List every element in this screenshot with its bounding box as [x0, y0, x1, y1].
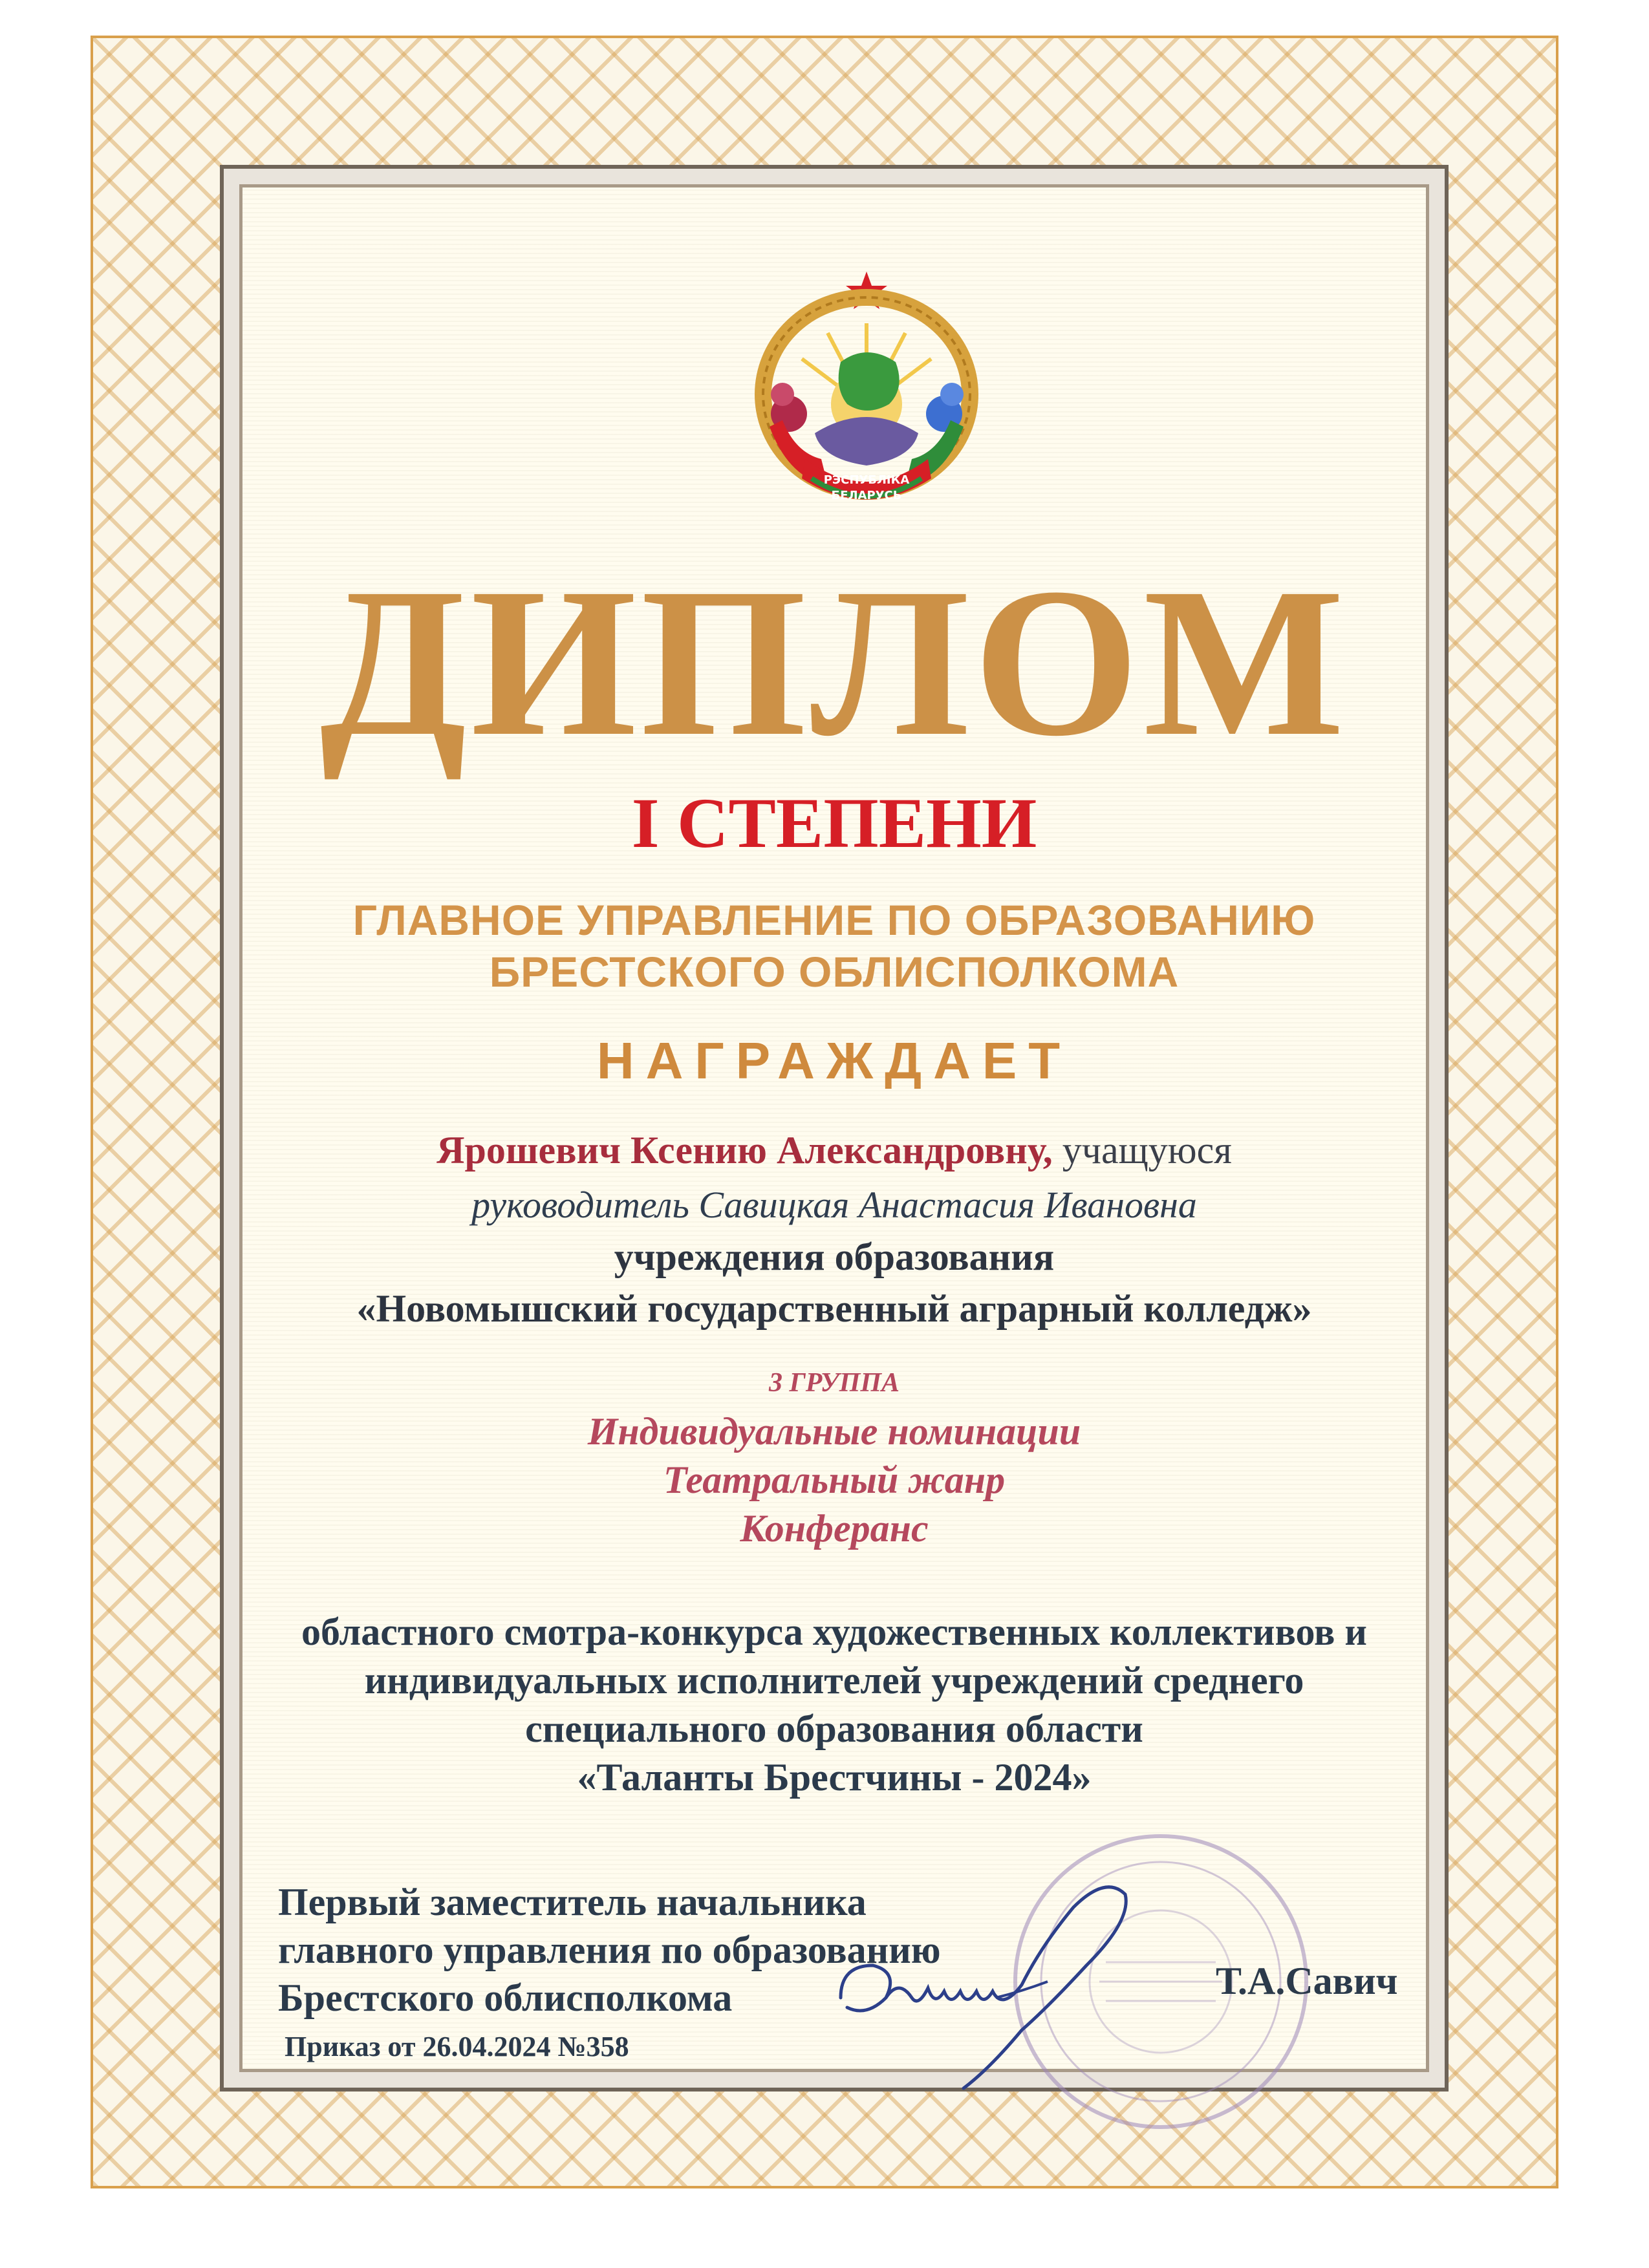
diploma-title: ДИПЛОМ: [319, 544, 1349, 780]
nomination-line-3: Конферанс: [740, 1507, 929, 1550]
position-line-1: Первый заместитель начальника: [278, 1881, 867, 1923]
supervisor-line: руководитель Савицкая Анастасия Ивановна: [471, 1184, 1197, 1226]
nomination-line-2: Театральный жанр: [663, 1459, 1006, 1501]
awards-heading: НАГРАЖДАЕТ: [596, 1032, 1072, 1089]
emblem-ribbon-text-1: РЭСПУБЛІКА: [823, 473, 910, 487]
institution-line-2: «Новомышский государственный аграрный колледж»: [356, 1287, 1312, 1330]
contest-line-2: индивидуальных исполнителей учреждений среднего: [364, 1659, 1304, 1702]
belarus-coat-of-arms-icon: [744, 265, 989, 511]
emblem-ribbon-text-2: БЕЛАРУСЬ: [831, 489, 902, 502]
order-reference: Приказ от 26.04.2024 №358: [285, 2031, 629, 2062]
recipient-role: учащуюся: [1062, 1129, 1232, 1171]
group-label: 3 ГРУППА: [768, 1368, 900, 1398]
organization-line-2: БРЕСТСКОГО ОБЛИСПОЛКОМА: [489, 948, 1180, 996]
contest-line-4: «Таланты Брестчины - 2024»: [577, 1756, 1092, 1799]
position-line-2: главного управления по образованию: [278, 1929, 941, 1971]
recipient-line: [246, 1128, 1423, 1173]
handwritten-signature-icon: [828, 1868, 1190, 2101]
institution-line-1: учреждения образования: [614, 1236, 1055, 1278]
signer-name: Т.А.Савич: [1216, 1960, 1398, 2002]
organization-line-1: ГЛАВНОЕ УПРАВЛЕНИЕ ПО ОБРАЗОВАНИЮ: [352, 896, 1316, 944]
contest-line-1: областного смотра-конкурса художественных коллективов и: [301, 1610, 1367, 1653]
nomination-line-1: Индивидуальные номинации: [587, 1410, 1081, 1453]
recipient-name: Ярошевич Ксению Александровну,: [436, 1129, 1053, 1171]
contest-line-3: специального образования области: [525, 1707, 1143, 1750]
position-line-3: Брестского облисполкома: [278, 1976, 733, 2019]
diploma-degree: I СТЕПЕНИ: [631, 784, 1037, 862]
